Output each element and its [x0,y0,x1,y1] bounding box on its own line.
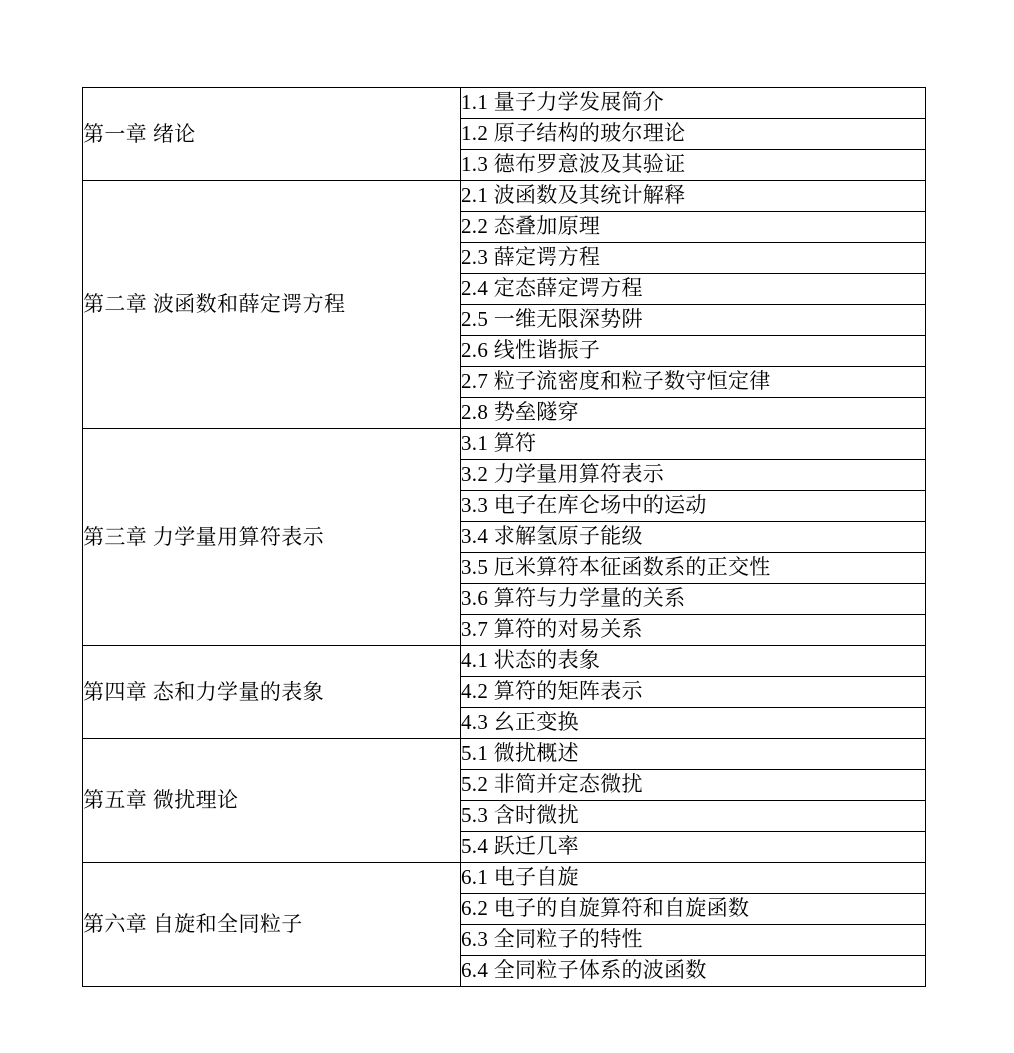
table-row [83,181,926,212]
section-cell: 2.6 线性谐振子 [461,336,926,367]
section-cell: 4.3 幺正变换 [461,708,926,739]
section-cell: 3.6 算符与力学量的关系 [461,584,926,615]
section-cell: 2.7 粒子流密度和粒子数守恒定律 [461,367,926,398]
section-cell: 6.2 电子的自旋算符和自旋函数 [461,894,926,925]
chapter-title-cell: 第一章 绪论 [83,88,461,181]
section-cell: 5.1 微扰概述 [461,739,926,770]
section-cell: 2.2 态叠加原理 [461,212,926,243]
section-cell: 2.5 一维无限深势阱 [461,305,926,336]
section-cell: 3.3 电子在库仑场中的运动 [461,491,926,522]
table-row [83,739,926,770]
section-cell: 5.4 跃迁几率 [461,832,926,863]
section-cell: 4.1 状态的表象 [461,646,926,677]
section-cell: 1.1 量子力学发展简介 [461,88,926,119]
section-cell: 1.2 原子结构的玻尔理论 [461,119,926,150]
chapter-title-cell: 第六章 自旋和全同粒子 [83,863,461,987]
section-cell: 2.4 定态薛定谔方程 [461,274,926,305]
section-cell: 6.3 全同粒子的特性 [461,925,926,956]
chapter-title-cell: 第二章 波函数和薛定谔方程 [83,181,461,429]
chapter-title-cell: 第四章 态和力学量的表象 [83,646,461,739]
section-cell: 3.1 算符 [461,429,926,460]
section-cell: 2.8 势垒隧穿 [461,398,926,429]
section-cell: 2.3 薛定谔方程 [461,243,926,274]
table-body [83,88,926,987]
section-cell: 3.2 力学量用算符表示 [461,460,926,491]
section-cell: 5.3 含时微扰 [461,801,926,832]
course-outline-table [82,87,926,987]
chapter-title-cell: 第五章 微扰理论 [83,739,461,863]
section-cell: 1.3 德布罗意波及其验证 [461,150,926,181]
section-cell: 5.2 非简并定态微扰 [461,770,926,801]
section-cell: 6.4 全同粒子体系的波函数 [461,956,926,987]
table-row [83,429,926,460]
table-row [83,88,926,119]
chapter-title-cell: 第三章 力学量用算符表示 [83,429,461,646]
section-cell: 3.7 算符的对易关系 [461,615,926,646]
table-row [83,863,926,894]
section-cell: 3.5 厄米算符本征函数系的正交性 [461,553,926,584]
table-row [83,646,926,677]
section-cell: 4.2 算符的矩阵表示 [461,677,926,708]
section-cell: 2.1 波函数及其统计解释 [461,181,926,212]
section-cell: 3.4 求解氢原子能级 [461,522,926,553]
section-cell: 6.1 电子自旋 [461,863,926,894]
